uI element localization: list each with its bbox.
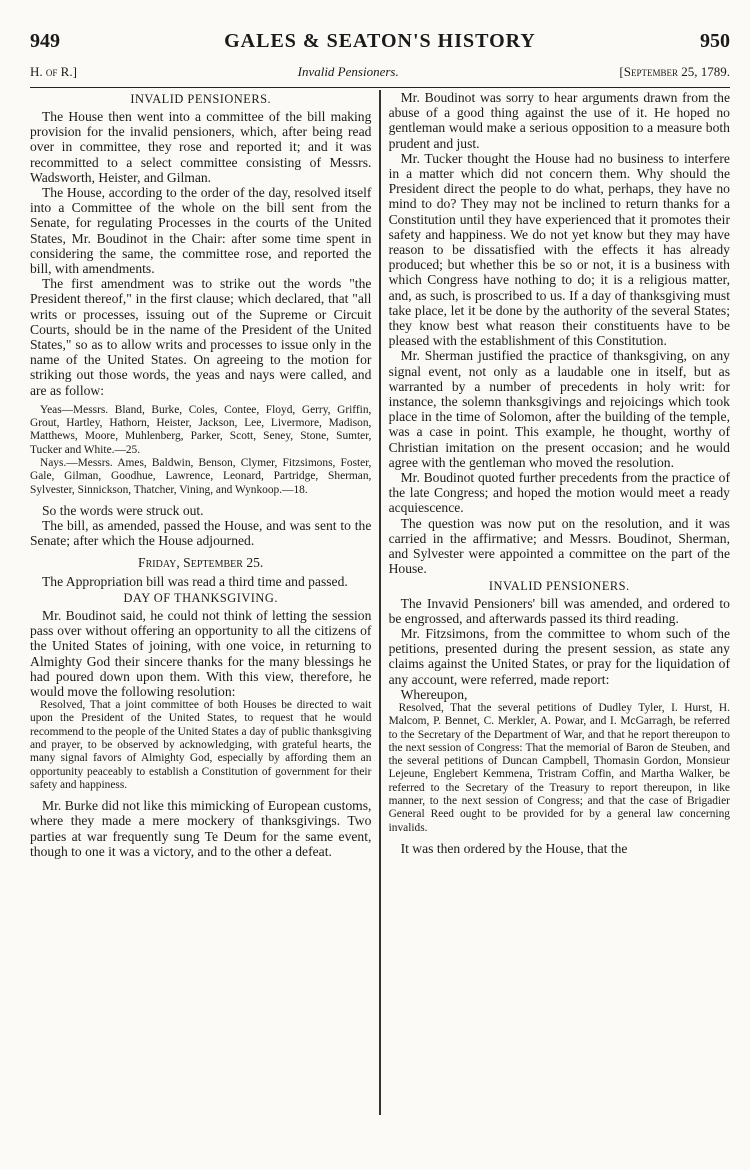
page bbox=[30, 30, 730, 859]
resolution: Resolved, That a joint committee of both Houses be directed to wait upon the President of the United States, to request that he would recommend to the people of the United States a day of public thanksgiving and prayer, to be observed by acknowledging, with grateful hearts, the many signal favors of Almighty God, especially by affording them an opportunity peaceably to establish a Constitution of government for their safety and happiness. bbox=[30, 699, 372, 791]
paragraph: Mr. Boudinot quoted further precedents from the practice of the late Congress; and hoped the motion would meet a ready acquiescence. bbox=[388, 470, 730, 516]
heading-day-of-thanksgiving: DAY OF THANKSGIVING. bbox=[123, 590, 278, 605]
paragraph: The House then went into a committee of the bill making provision for the invalid pensioners, which, after being read over in committee, they rose and reported it; and it was recommitted to a select committee consisting of Messrs. Wadsworth, Heister, and Gilman. bbox=[30, 109, 372, 185]
section-title: Invalid Pensioners. bbox=[297, 64, 399, 79]
paragraph: The first amendment was to strike out the words "the President thereof," in the first clause; which declared, that "all writs or processes, issuing out of the Supreme or Circuit Courts, should be in the name of the President of the United States," so as to allow writs and processes to issue only in the name of the United States. On agreeing to the motion for striking out those words, the yeas and nays were called, and are as follow: bbox=[30, 276, 372, 398]
paragraph: So the words were struck out. bbox=[42, 502, 204, 518]
paragraph: The question was now put on the resolution, and it was carried in the affirmative; and Messrs. Boudinot, Sherman, and Sylvester were appointed a committee on the part of the House. bbox=[388, 515, 730, 577]
paragraph: Mr. Sherman justified the practice of thanksgiving, on any signal event, not only as a laudable one in itself, but as warranted by a number of precedents in holy writ: for instance, the solemn thanksgivings and rejoicings which took place in the time of Solomon, after the building of the temple, was a case in point. This example, he thought, worthy of Christian imitation on the present occasion; and he would agree with the gentleman who moved the resolution. bbox=[388, 348, 730, 470]
heading-invalid-pensioners: INVALID PENSIONERS. bbox=[130, 92, 272, 106]
page-number-left: 949 bbox=[30, 30, 60, 52]
nays-list: Nays.—Messrs. Ames, Baldwin, Benson, Clymer, Fitzsimons, Foster, Gale, Gilman, Goodhue, Lawrence, Leonard, Partridge, Sherman, Sylvester, Sinnickson, Thatcher, Vining, and Wynkoop.—18. bbox=[30, 457, 372, 496]
dateline: Friday, September 25. bbox=[138, 554, 264, 570]
running-header bbox=[30, 30, 730, 64]
paragraph: The bill, as amended, passed the House, and was sent to the Senate; after which the House adjourned. bbox=[30, 518, 372, 549]
heading-invalid-pensioners-2: INVALID PENSIONERS. bbox=[488, 578, 630, 593]
date-label: [September 25, 1789. bbox=[619, 64, 730, 79]
resolution: Resolved, That the several petitions of Dudley Tyler, I. Hurst, H. Malcom, P. Bennet, C. Merkler, A. Powar, and I. McGarragh, be referred to the Secretary of the Department of War, and that he report thereupon to the next session of Congress: That the memorial of Baron de Steuben, and the several petitions of Duncan Campbell, Thomasin Gordon, Monsieur Lejeune, Englebert Kemmena, Tristram Coffin, and Martha Walker, be referred to the Secretary of the Treasury to report thereupon, in like manner, to the next session of Congress; and that the case of Brigadier General Reed ought to be provided for by a general law concerning invalids. bbox=[388, 701, 730, 834]
house-label: H. of R.] bbox=[30, 64, 77, 79]
column-rule bbox=[379, 90, 380, 1115]
paragraph: Mr. Boudinot was sorry to hear arguments drawn from the abuse of a good thing against the use of it. He hoped no gentleman would make a serious opposition to a measure both prudent and just. bbox=[388, 90, 730, 151]
text-columns bbox=[30, 90, 730, 1115]
book-title: GALES & SEATON'S HISTORY bbox=[224, 30, 536, 52]
paragraph: The Invavid Pensioners' bill was amended, and ordered to be engrossed, and afterwards passed its third reading. bbox=[388, 595, 730, 626]
paragraph: The House, according to the order of the day, resolved itself into a Committee of the whole on the bill sent from the Senate, for regulating Processes in the courts of the United States, Mr. Boudinot in the Chair: after some time spent in considering the same, the committee rose, and reported the bill, with amendments. bbox=[30, 185, 372, 277]
paragraph: Mr. Tucker thought the House had no business to interfere in a matter which did not concern them. Why should the President direct the people to do what, perhaps, they have no mind to do? They may not be inclined to return thanks for a Constitution until they have experienced that it promotes their safety and happiness. We do not yet know but they may have reason to be dissatisfied with the effects it has already produced; but whether this be so or not, it is a business with which Congress have nothing to do; it is a religious matter, and, as such, is proscribed to us. If a day of thanksgiving must take place, let it be done by the authority of the several States; they know best what reason their constituents have to be pleased with the establishment of this Constitution. bbox=[388, 150, 730, 349]
yeas-list: Yeas—Messrs. Bland, Burke, Coles, Contee, Floyd, Gerry, Griffin, Grout, Hartley, Hathorn, Heister, Jackson, Lee, Livermore, Madison, Matthews, Moore, Muhlenberg, Parker, Scott, Seney, Stone, Sumter, Tucker and White.—25. bbox=[30, 403, 372, 456]
paragraph: Mr. Boudinot said, he could not think of letting the session pass over without offering an opportunity to all the citizens of the United States of joining, with one voice, in returning to Almighty God their sincere thanks for the many blessings he had poured down upon them. With this view, therefore, he would move the following resolution: bbox=[30, 607, 372, 699]
section-header bbox=[30, 64, 730, 88]
right-column bbox=[383, 90, 730, 1115]
paragraph: Whereupon, bbox=[400, 686, 468, 702]
paragraph: Mr. Burke did not like this mimicking of European customs, where they made a mere mockery of thanksgivings. Two parties at war frequently sung Te Deum for the same event, though to one it was a victory, and to the other a defeat. bbox=[30, 798, 372, 859]
paragraph: The Appropriation bill was read a third time and passed. bbox=[42, 573, 348, 589]
paragraph: Mr. Fitzsimons, from the committee to whom such of the petitions, presented during the present session, as state any claims against the United States, or pray for the liquidation of any account, were referred, made report: bbox=[388, 625, 730, 687]
paragraph: It was then ordered by the House, that the bbox=[400, 840, 628, 856]
left-column bbox=[30, 90, 377, 1115]
page-number-right: 950 bbox=[699, 30, 730, 52]
